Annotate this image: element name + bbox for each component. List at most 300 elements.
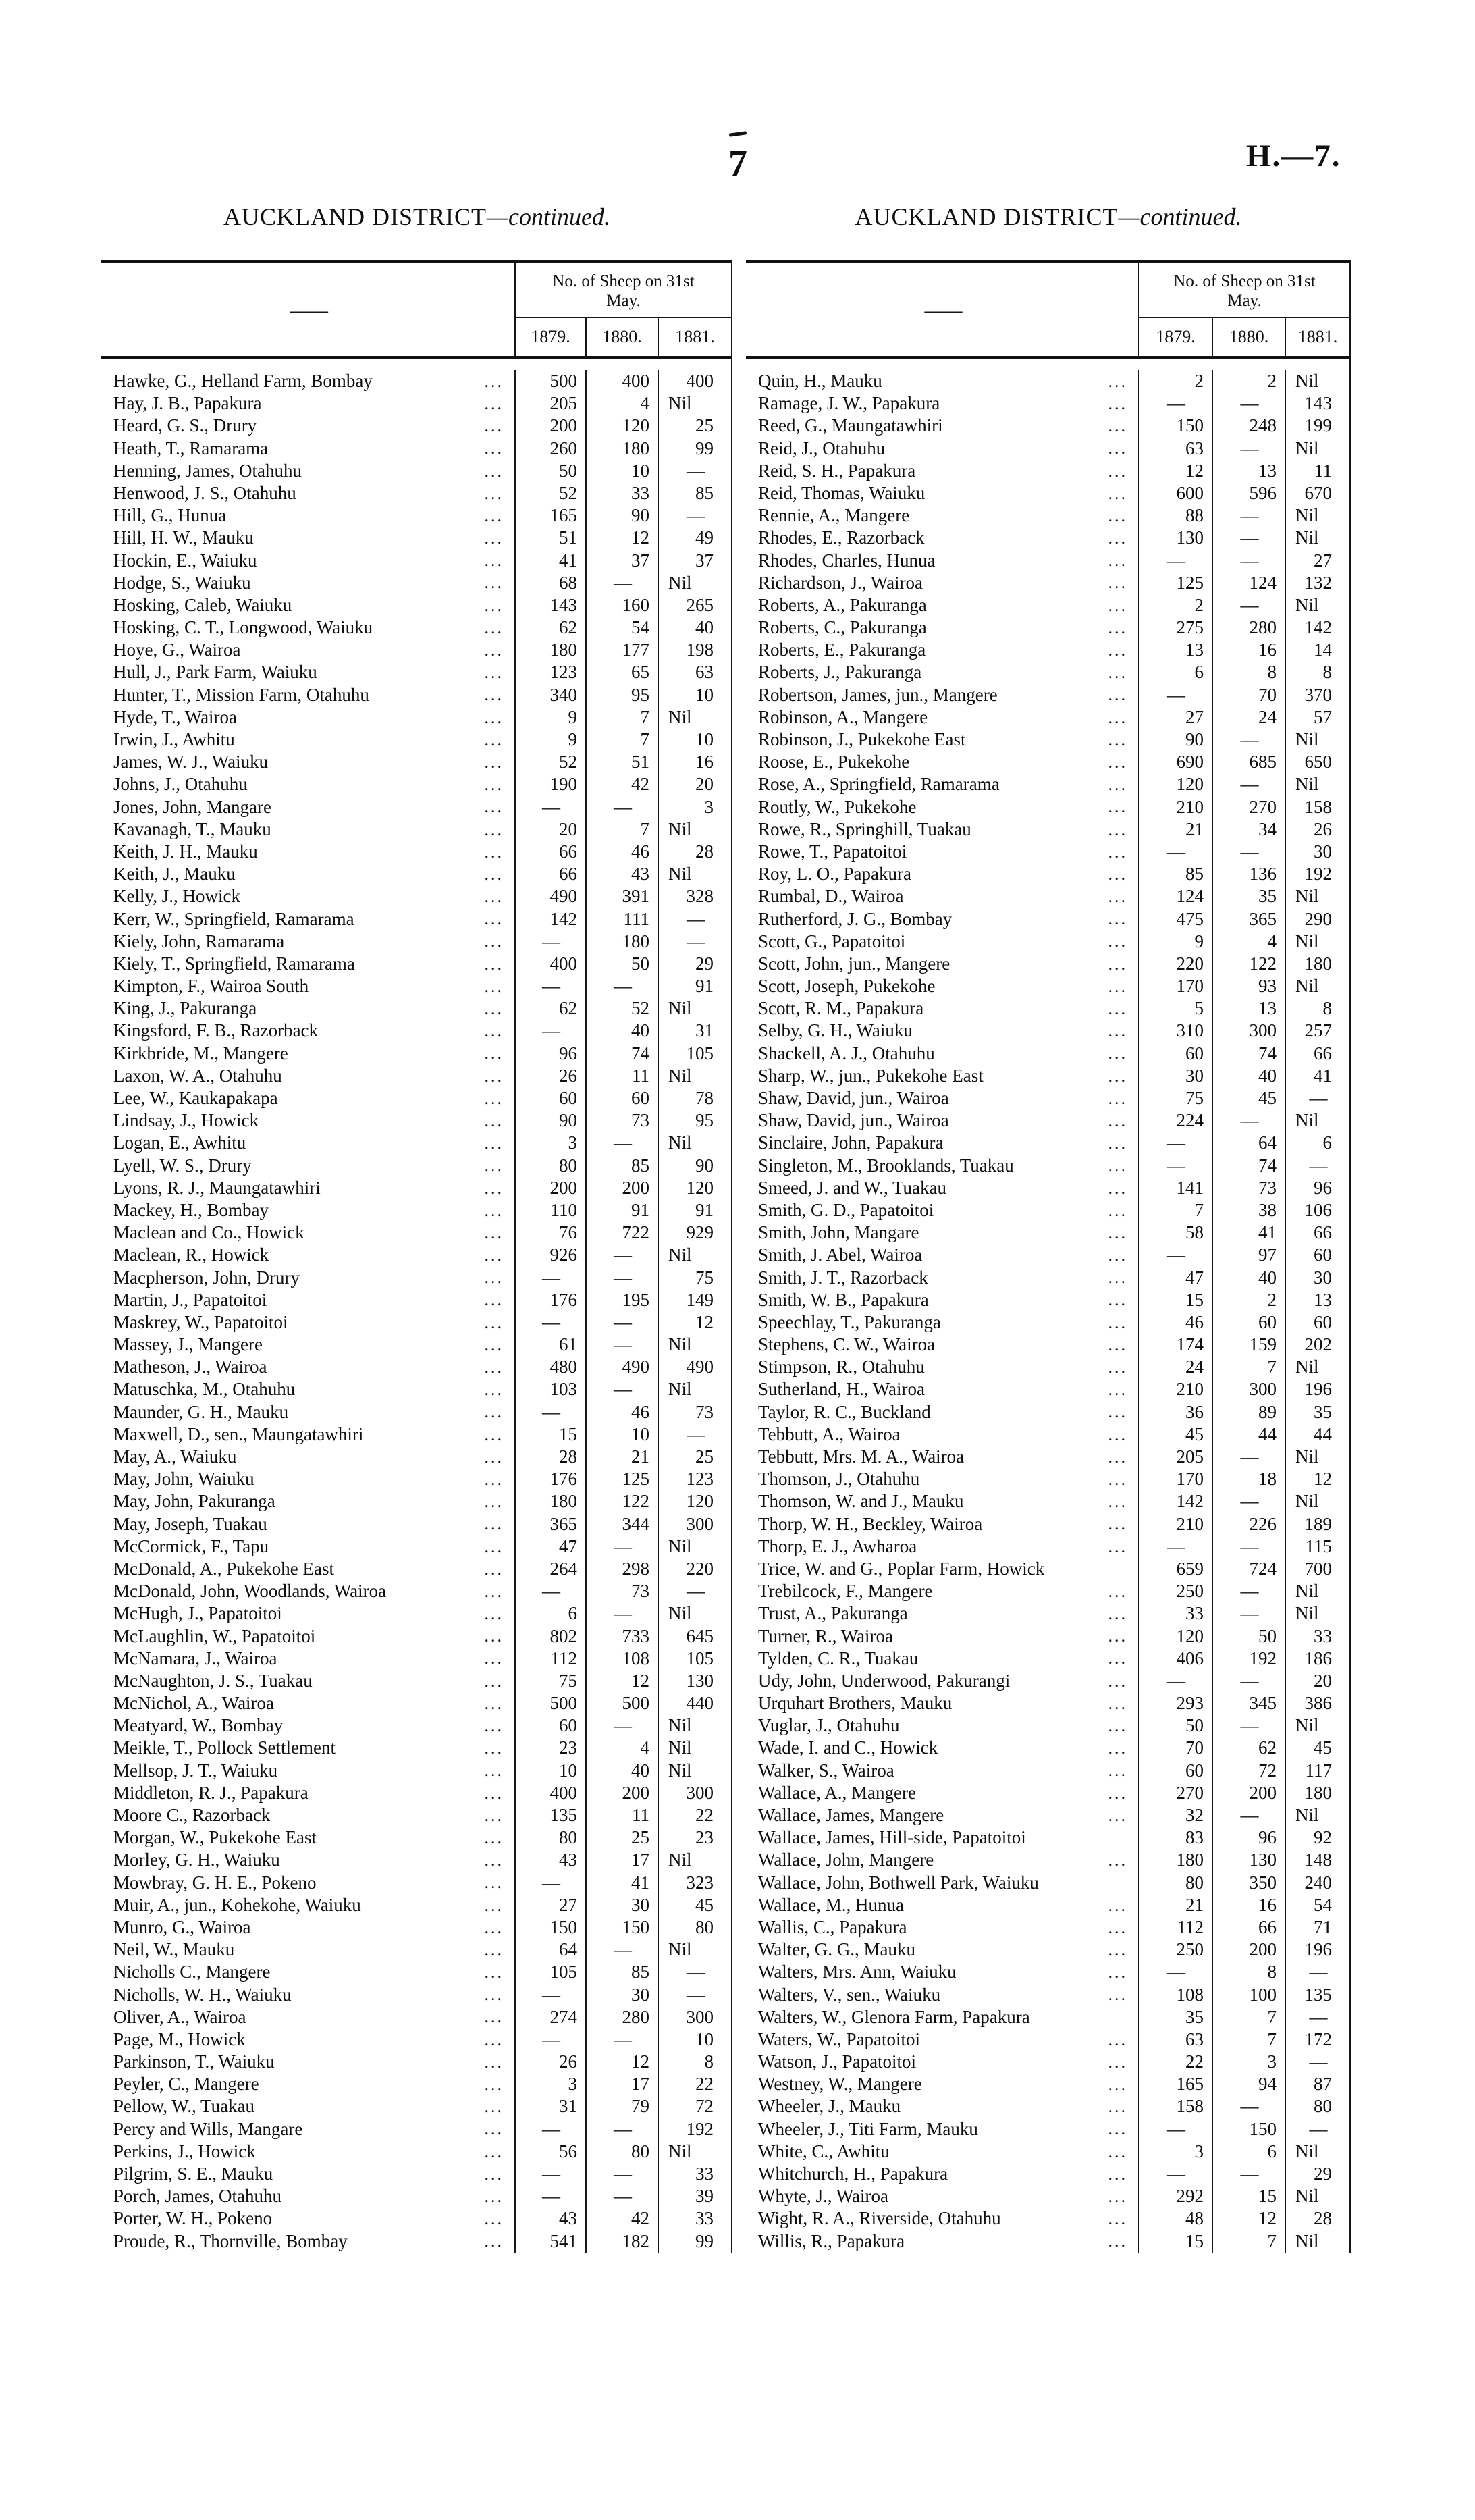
sheep-1881-cell: 8: [1285, 661, 1349, 683]
table-row: [746, 616, 1349, 639]
farmer-name: Scott, G., Papatoitoi: [758, 930, 906, 951]
farmer-name: Hull, J., Park Farm, Waiuku: [113, 662, 317, 683]
sheep-1879-cell: 60: [1138, 1760, 1212, 1782]
sheep-1880-cell: —: [1212, 594, 1285, 616]
farmer-name-cell: [746, 885, 1138, 908]
farmer-name-cell: [101, 370, 514, 392]
sheep-1879-cell: 112: [1138, 1916, 1212, 1939]
table-row: [746, 482, 1349, 504]
table-row: [101, 751, 731, 773]
sheep-1881-cell: 30: [1285, 1267, 1349, 1289]
farmer-name: Maunder, G. H., Mauku: [113, 1401, 289, 1422]
farmer-name: Wallace, M., Hunua: [758, 1894, 904, 1915]
sheep-1881-cell: 123: [658, 1468, 731, 1490]
table-row: [101, 2028, 731, 2051]
sheep-1881-cell: 929: [658, 1222, 731, 1244]
sheep-1881-cell: 196: [1285, 1939, 1349, 1961]
sheep-1880-cell: 12: [585, 1670, 658, 1692]
sheep-1879-cell: 165: [1138, 2073, 1212, 2095]
leader-dots: ...: [1108, 999, 1127, 1019]
sheep-1880-cell: 300: [1212, 1020, 1285, 1042]
leader-dots: ...: [484, 931, 504, 951]
sheep-1880-cell: 344: [585, 1513, 658, 1535]
leader-dots: ...: [484, 1200, 504, 1220]
sheep-1879-cell: 90: [1138, 729, 1212, 751]
farmer-name-cell: [746, 1984, 1138, 2006]
table-row: [746, 908, 1349, 930]
sheep-1879-cell: 6: [1138, 661, 1212, 683]
leader-dots: ...: [484, 438, 504, 458]
farmer-name-cell: [101, 1244, 514, 1266]
table-row: [101, 1087, 731, 1109]
sheep-1881-cell: 650: [1285, 751, 1349, 773]
sheep-1881-cell: 10: [658, 2028, 731, 2051]
leader-dots: ...: [1108, 819, 1127, 839]
sheep-1879-cell: 15: [514, 1423, 585, 1446]
farmer-name: Hodge, S., Waiuku: [113, 572, 251, 593]
table-row: [746, 1670, 1349, 1692]
table-row: [746, 1872, 1349, 1894]
sheep-1879-cell: —: [514, 975, 585, 997]
sheep-1880-cell: 50: [1212, 1625, 1285, 1648]
leader-dots: ...: [1108, 1962, 1127, 1983]
sheep-1879-cell: 150: [514, 1916, 585, 1939]
sheep-1879-cell: 22: [1138, 2051, 1212, 2073]
table-row: [746, 1782, 1349, 1804]
farmer-name-cell: [101, 1984, 514, 2006]
sheep-1879-cell: 21: [1138, 1894, 1212, 1916]
sheep-1879-cell: 340: [514, 684, 585, 706]
sheep-1881-cell: 440: [658, 1692, 731, 1714]
sheep-1880-cell: 40: [585, 1760, 658, 1782]
sheep-1880-cell: 60: [1212, 1311, 1285, 1334]
sheep-1880-cell: 21: [585, 1446, 658, 1468]
table-row: [746, 1760, 1349, 1782]
sheep-1880-cell: 16: [1212, 1894, 1285, 1916]
leader-dots: ...: [1108, 1424, 1127, 1444]
sheep-1881-cell: Nil: [1285, 2230, 1349, 2253]
farmer-name: Wallace, James, Hill-side, Papatoitoi: [758, 1827, 1026, 1848]
sheep-1880-cell: 11: [585, 1065, 658, 1087]
sheep-1880-cell: 400: [585, 370, 658, 392]
farmer-name-cell: [101, 1625, 514, 1648]
farmer-name: Keith, J., Mauku: [113, 864, 236, 885]
sheep-1881-cell: 29: [1285, 2163, 1349, 2185]
farmer-name: Sutherland, H., Wairoa: [758, 1379, 926, 1400]
farmer-name: Laxon, W. A., Otahuhu: [113, 1065, 282, 1086]
farmer-name: McHugh, J., Papatoitoi: [113, 1603, 282, 1624]
leader-dots: ...: [484, 528, 504, 548]
sheep-1879-cell: —: [514, 1267, 585, 1289]
table-row: [746, 1177, 1349, 1199]
table-row: [101, 594, 731, 616]
farmer-name-cell: [101, 2163, 514, 2185]
sheep-1880-cell: 73: [1212, 1177, 1285, 1199]
table-title: [101, 200, 732, 234]
sheep-1880-cell: 122: [585, 1490, 658, 1513]
sheep-1881-cell: 11: [1285, 460, 1349, 482]
leader-dots: ...: [1108, 438, 1127, 458]
sheep-1879-cell: 690: [1138, 751, 1212, 773]
farmer-name-cell: [746, 2028, 1138, 2051]
farmer-name: Trice, W. and G., Poplar Farm, Howick: [758, 1558, 1045, 1579]
sheep-1880-cell: —: [1212, 504, 1285, 527]
district-table-left: [101, 200, 732, 2253]
sheep-1879-cell: 103: [514, 1378, 585, 1400]
leader-dots: ...: [1108, 505, 1127, 525]
sheep-1880-cell: 25: [585, 1827, 658, 1849]
table-row: [746, 1468, 1349, 1490]
sheep-1880-cell: 72: [1212, 1760, 1285, 1782]
sheep-1881-cell: Nil: [1285, 1356, 1349, 1378]
sheep-1880-cell: 30: [585, 1984, 658, 2006]
table-row: [101, 1737, 731, 1759]
farmer-name: Smith, J. Abel, Wairoa: [758, 1244, 923, 1265]
sheep-1880-cell: 97: [1212, 1244, 1285, 1266]
sheep-1880-cell: 350: [1212, 1872, 1285, 1894]
sheep-1880-cell: —: [585, 1939, 658, 1961]
leader-dots: ...: [1108, 1446, 1127, 1467]
sheep-1881-cell: 196: [1285, 1378, 1349, 1400]
farmer-name: Morgan, W., Pukekohe East: [113, 1827, 317, 1848]
farmer-name: Peyler, C., Mangere: [113, 2074, 259, 2095]
year-header-1879: 1879.: [1138, 318, 1212, 356]
farmer-name-cell: [101, 1939, 514, 1961]
farmer-name: Trust, A., Pakuranga: [758, 1603, 908, 1624]
sheep-1880-cell: —: [585, 2118, 658, 2141]
farmer-name-cell: [746, 2073, 1138, 2095]
farmer-name-cell: [101, 2230, 514, 2253]
sheep-1881-cell: 33: [658, 2207, 731, 2230]
farmer-name-cell: [101, 1356, 514, 1378]
farmer-name: Porch, James, Otahuhu: [113, 2186, 281, 2207]
sheep-1880-cell: 722: [585, 1222, 658, 1244]
sheep-1879-cell: 123: [514, 661, 585, 683]
sheep-1879-cell: 275: [1138, 616, 1212, 639]
table-row: [101, 1356, 731, 1378]
farmer-name: Reed, G., Maungatawhiri: [758, 415, 943, 436]
table-row: [746, 392, 1349, 415]
farmer-name: Thorp, W. H., Beckley, Wairoa: [758, 1513, 983, 1534]
farmer-name: Whitchurch, H., Papakura: [758, 2163, 948, 2184]
sheep-1881-cell: Nil: [1285, 2185, 1349, 2207]
table-row: [746, 1155, 1349, 1177]
sheep-1881-cell: Nil: [1285, 1446, 1349, 1468]
sheep-1880-cell: 8: [1212, 661, 1285, 683]
farmer-name: Rowe, R., Springhill, Tuakau: [758, 818, 971, 839]
farmer-name-cell: [746, 1872, 1138, 1894]
leader-dots: ...: [1108, 2141, 1127, 2161]
table-row: [746, 2185, 1349, 2207]
leader-dots: ...: [484, 1402, 504, 1422]
leader-dots: ...: [484, 1716, 504, 1736]
farmer-name-cell: [101, 639, 514, 661]
farmer-name-cell: [746, 1670, 1138, 1692]
leader-dots: ...: [484, 1558, 504, 1579]
farmer-name: Moore C., Razorback: [113, 1805, 271, 1825]
sheep-1880-cell: —: [1212, 1602, 1285, 1625]
sheep-1879-cell: 190: [514, 773, 585, 795]
farmer-name-cell: [746, 773, 1138, 795]
table-row: [746, 2230, 1349, 2253]
sheep-1880-cell: 91: [585, 1199, 658, 1222]
sheep-1881-cell: Nil: [1285, 1804, 1349, 1827]
table-row: [101, 639, 731, 661]
sheep-1881-cell: 240: [1285, 1872, 1349, 1894]
sheep-1879-cell: 926: [514, 1244, 585, 1266]
leader-dots: ...: [1108, 1626, 1127, 1646]
leader-dots: ...: [484, 1469, 504, 1489]
table-row: [746, 1446, 1349, 1468]
sheep-1879-cell: 60: [1138, 1043, 1212, 1065]
sheep-1879-cell: 35: [1138, 2006, 1212, 2028]
sheep-1880-cell: —: [1212, 1580, 1285, 1602]
farmer-name-cell: [746, 460, 1138, 482]
farmer-name: Rhodes, Charles, Hunua: [758, 550, 936, 571]
table-row: [746, 460, 1349, 482]
leader-dots: ...: [1108, 1066, 1127, 1086]
farmer-name: Maxwell, D., sen., Maungatawhiri: [113, 1423, 364, 1444]
farmer-name: Wheeler, J., Titi Farm, Mauku: [758, 2118, 978, 2139]
farmer-name: Smith, G. D., Papatoitoi: [758, 1199, 934, 1220]
sheep-table: [746, 260, 1351, 2253]
table-row: [101, 729, 731, 751]
farmer-name-cell: [746, 639, 1138, 661]
sheep-1881-cell: 80: [1285, 2095, 1349, 2118]
sheep-1881-cell: 300: [658, 2006, 731, 2028]
leader-dots: ...: [1108, 707, 1127, 727]
farmer-name: McNamara, J., Wairoa: [113, 1648, 277, 1669]
sheep-1880-cell: 733: [585, 1625, 658, 1648]
sheep-1879-cell: 52: [514, 482, 585, 504]
sheep-1881-cell: Nil: [1285, 2141, 1349, 2163]
farmer-name: Turner, R., Wairoa: [758, 1625, 893, 1646]
table-row: [746, 2095, 1349, 2118]
sheep-1881-cell: 45: [658, 1894, 731, 1916]
sheep-1879-cell: 58: [1138, 1222, 1212, 1244]
sheep-1879-cell: —: [1138, 1961, 1212, 1983]
farmer-name: Maskrey, W., Papatoitoi: [113, 1311, 288, 1332]
leader-dots: ...: [1108, 953, 1127, 974]
leader-dots: ...: [1108, 1648, 1127, 1669]
sheep-1880-cell: 124: [1212, 572, 1285, 594]
sheep-1880-cell: —: [1212, 550, 1285, 572]
farmer-name-cell: [746, 908, 1138, 930]
sheep-1879-cell: 365: [514, 1513, 585, 1535]
sheep-1880-cell: 52: [585, 997, 658, 1020]
leader-dots: ...: [1108, 662, 1127, 683]
sheep-1880-cell: 7: [585, 729, 658, 751]
leader-dots: ...: [484, 841, 504, 862]
sheep-count-header: No. of Sheep on 31st May.: [1138, 263, 1349, 318]
farmer-name-cell: [746, 1177, 1138, 1199]
leader-dots: ...: [484, 1380, 504, 1400]
farmer-name-cell: [746, 1065, 1138, 1087]
sheep-1881-cell: 63: [658, 661, 731, 683]
leader-dots: ...: [1108, 1850, 1127, 1870]
leader-dots: ...: [484, 393, 504, 413]
farmer-name-cell: [101, 1401, 514, 1423]
sheep-1879-cell: 80: [514, 1155, 585, 1177]
sheep-1881-cell: 143: [1285, 392, 1349, 415]
sheep-1881-cell: 33: [1285, 1625, 1349, 1648]
table-row: [746, 1043, 1349, 1065]
sheep-1880-cell: —: [1212, 1670, 1285, 1692]
table-row: [101, 1782, 731, 1804]
table-row: [746, 1580, 1349, 1602]
farmer-name-cell: [746, 1535, 1138, 1558]
farmer-name: Wight, R. A., Riverside, Otahuhu: [758, 2208, 1001, 2229]
sheep-1881-cell: 96: [1285, 1177, 1349, 1199]
farmer-name: Kiely, T., Springfield, Ramarama: [113, 953, 355, 974]
table-row: [746, 1289, 1349, 1311]
table-title-main: AUCKLAND DISTRICT: [855, 203, 1119, 230]
name-header-spacer: [746, 318, 1138, 356]
farmer-name: Kerr, W., Springfield, Ramarama: [113, 908, 354, 929]
farmer-name-cell: [746, 1155, 1138, 1177]
sheep-1881-cell: Nil: [658, 1849, 731, 1871]
leader-dots: ...: [1108, 2051, 1127, 2072]
leader-dots: ...: [1108, 1110, 1127, 1130]
farmer-name-cell: [746, 841, 1138, 863]
sheep-1880-cell: 80: [585, 2141, 658, 2163]
farmer-name: Smith, John, Mangare: [758, 1222, 919, 1243]
table-row: [746, 415, 1349, 437]
leader-dots: ...: [1108, 550, 1127, 571]
sheep-1879-cell: 47: [1138, 1267, 1212, 1289]
farmer-name: Lindsay, J., Howick: [113, 1110, 259, 1131]
farmer-name-cell: [746, 684, 1138, 706]
table-row: [101, 1378, 731, 1400]
sheep-1880-cell: 85: [585, 1961, 658, 1983]
table-row: [101, 572, 731, 594]
leader-dots: ...: [484, 1850, 504, 1870]
sheep-1881-cell: 57: [1285, 706, 1349, 729]
table-row: [101, 997, 731, 1020]
sheep-1881-cell: 115: [1285, 1535, 1349, 1558]
farmer-name: Whyte, J., Wairoa: [758, 2186, 889, 2207]
sheep-1879-cell: 85: [1138, 863, 1212, 885]
farmer-name: Rutherford, J. G., Bombay: [758, 908, 953, 929]
sheep-1880-cell: 41: [585, 1872, 658, 1894]
farmer-name-cell: [101, 1648, 514, 1670]
sheep-1880-cell: 74: [1212, 1043, 1285, 1065]
farmer-name-cell: [101, 550, 514, 572]
farmer-name-cell: [101, 1378, 514, 1400]
leader-dots: ...: [1108, 1357, 1127, 1377]
sheep-1879-cell: 50: [514, 460, 585, 482]
sheep-1881-cell: 39: [658, 2185, 731, 2207]
sheep-1880-cell: 180: [585, 438, 658, 460]
farmer-name-cell: [101, 2006, 514, 2028]
sheep-1880-cell: 85: [585, 1155, 658, 1177]
farmer-name: Reid, J., Otahuhu: [758, 438, 886, 458]
sheep-1879-cell: 64: [514, 1939, 585, 1961]
farmer-name-cell: [101, 1065, 514, 1087]
farmer-name-cell: [101, 616, 514, 639]
leader-dots: ...: [1108, 2186, 1127, 2206]
sheep-1880-cell: —: [1212, 438, 1285, 460]
farmer-name: Robinson, J., Pukekohe East: [758, 729, 966, 750]
farmer-name: Porter, W. H., Pokeno: [113, 2208, 273, 2229]
sheep-1881-cell: 120: [658, 1490, 731, 1513]
sheep-1879-cell: 88: [1138, 504, 1212, 527]
farmer-name: Wallis, C., Papakura: [758, 1916, 907, 1937]
sheep-1881-cell: 22: [658, 1804, 731, 1827]
farmer-name: Hoye, G., Wairoa: [113, 639, 241, 660]
farmer-name: Hawke, G., Helland Farm, Bombay: [113, 371, 373, 391]
farmer-name-cell: [746, 1916, 1138, 1939]
table-row: [101, 1939, 731, 1961]
sheep-1879-cell: 105: [514, 1961, 585, 1983]
sheep-1879-cell: 75: [1138, 1087, 1212, 1109]
leader-dots: ...: [484, 864, 504, 884]
table-row: [746, 2118, 1349, 2141]
leader-dots: ...: [484, 1245, 504, 1265]
sheep-1879-cell: 180: [1138, 1849, 1212, 1871]
leader-dots: ...: [1108, 1133, 1127, 1153]
sheep-1880-cell: 4: [585, 392, 658, 415]
sheep-1881-cell: Nil: [658, 1132, 731, 1154]
sheep-1879-cell: 174: [1138, 1334, 1212, 1356]
farmer-name-cell: [101, 975, 514, 997]
farmer-name: Keith, J. H., Mauku: [113, 841, 258, 862]
farmer-name: Reid, Thomas, Waiuku: [758, 482, 926, 503]
sheep-1880-cell: 42: [585, 2207, 658, 2230]
leader-dots: ...: [484, 1357, 504, 1377]
leader-dots: ...: [1108, 909, 1127, 929]
farmer-name: Richardson, J., Wairoa: [758, 572, 923, 593]
sheep-1879-cell: 210: [1138, 796, 1212, 818]
sheep-1881-cell: Nil: [1285, 594, 1349, 616]
sheep-1879-cell: 112: [514, 1648, 585, 1670]
sheep-1879-cell: —: [1138, 2163, 1212, 2185]
farmer-name-cell: [101, 1961, 514, 1983]
farmer-name: Tebbutt, A., Wairoa: [758, 1423, 901, 1444]
leader-dots: ...: [484, 416, 504, 436]
sheep-1881-cell: 186: [1285, 1648, 1349, 1670]
table-row: [101, 2207, 731, 2230]
sheep-1880-cell: 62: [1212, 1737, 1285, 1759]
leader-dots: ...: [1108, 617, 1127, 637]
sheep-1881-cell: Nil: [1285, 370, 1349, 392]
farmer-name-cell: [746, 2118, 1138, 2141]
farmer-name: Willis, R., Papakura: [758, 2230, 905, 2251]
leader-dots: ...: [484, 1827, 504, 1847]
table-row: [101, 1043, 731, 1065]
leader-dots: ...: [1108, 797, 1127, 817]
farmer-name: Wade, I. and C., Howick: [758, 1737, 938, 1758]
table-row: [101, 482, 731, 504]
sheep-1879-cell: 120: [1138, 773, 1212, 795]
sheep-1879-cell: 2: [1138, 594, 1212, 616]
table-row: [101, 863, 731, 885]
leader-dots: ...: [1108, 1178, 1127, 1198]
leader-dots: ...: [484, 1290, 504, 1310]
farmer-name: Mellsop, J. T., Waiuku: [113, 1760, 278, 1781]
sheep-1879-cell: 205: [514, 392, 585, 415]
sheep-1880-cell: 89: [1212, 1401, 1285, 1423]
leader-dots: ...: [1108, 864, 1127, 884]
sheep-1879-cell: —: [1138, 550, 1212, 572]
sheep-1880-cell: 7: [1212, 2230, 1285, 2253]
sheep-1880-cell: 200: [1212, 1939, 1285, 1961]
sheep-1880-cell: —: [1212, 1490, 1285, 1513]
sheep-1880-cell: 200: [1212, 1782, 1285, 1804]
farmer-name-cell: [101, 1513, 514, 1535]
year-header-1881: 1881.: [658, 318, 731, 356]
farmer-name: Thorp, E. J., Awharoa: [758, 1535, 917, 1556]
